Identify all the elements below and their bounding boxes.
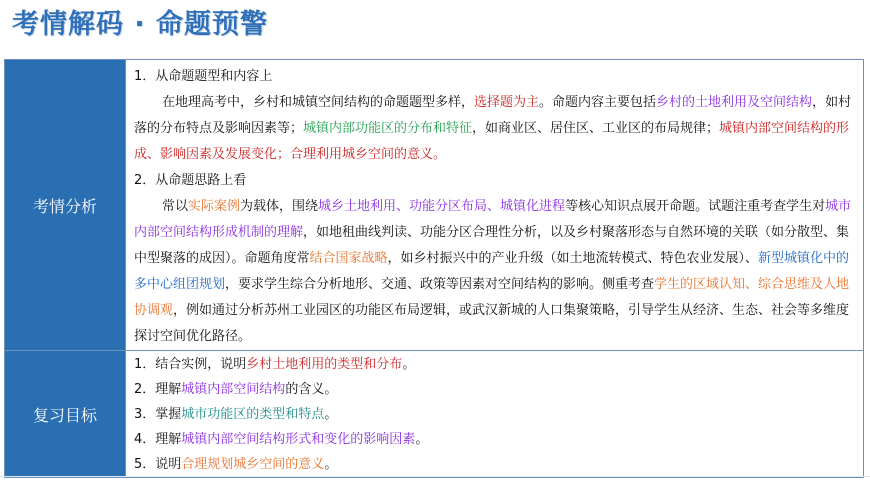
analysis-table	[4, 59, 864, 478]
text-run: ，如乡村振兴中的产业升级（如土地流转模式、特色农业发展）、	[387, 251, 759, 266]
goals-content	[126, 351, 864, 478]
goal-number: 3．	[134, 407, 156, 422]
goal-item-1	[134, 352, 857, 377]
highlight-text: 城乡土地利用、功能分区布局、城镇化进程	[318, 199, 566, 214]
highlight-text: 新型城镇化中的多中心组团规划	[134, 251, 850, 292]
highlight-text: 乡村的土地利用及空间结构	[656, 95, 813, 110]
goal-item-2	[134, 377, 857, 402]
text-run: 掌握	[155, 407, 182, 422]
text-run: 等核心知识点展开命题。试题注重考查学生对	[565, 199, 826, 214]
highlight-text: 结合国家战略	[309, 251, 388, 266]
text-run: 说明	[155, 457, 182, 472]
text-run: 结合实例，说明	[155, 357, 247, 372]
goal-number: 2．	[134, 382, 156, 397]
page-title: 考情解码 · 命题预警	[12, 9, 269, 40]
highlight-text: 城镇内部空间结构形式和变化的影响因素	[181, 432, 416, 447]
footer-divider	[0, 476, 870, 477]
highlight-text: 选择题为主	[474, 95, 540, 110]
text-run: 的含义。	[285, 382, 338, 397]
highlight-text: 城市功能区的类型和特点	[181, 407, 325, 422]
highlight-text: 城镇内部功能区的分布和特征	[303, 121, 473, 136]
text-run: 。	[324, 407, 338, 422]
goal-number: 5．	[134, 457, 156, 472]
highlight-text: 城镇内部空间结构	[181, 382, 286, 397]
highlight-text: 城镇内部空间结构的形成、影响因素及发展变化；合理利用城乡空间的意义。	[134, 121, 850, 162]
text-run: ，例如通过分析苏州工业园区的功能区布局逻辑，或武汉新城的人口集聚策略，引导学生从经济、生态、社会等多维度探讨空间优化路径。	[134, 303, 850, 344]
paragraph-1	[134, 90, 857, 168]
row-header-goals: 复习目标	[5, 351, 126, 478]
highlight-text: 乡村土地利用的类型和分布	[246, 357, 403, 372]
text-run: ，要求学生综合分析地形、交通、政策等因素对空间结构的影响。侧重考查	[225, 277, 655, 292]
text-run: 。	[415, 432, 429, 447]
text-run: 。	[402, 357, 416, 372]
text-run: 为载体，围绕	[240, 199, 319, 214]
goal-number: 4．	[134, 432, 156, 447]
highlight-text: 城市内部空间结构形成机制的理解	[134, 199, 852, 240]
section-heading-1: 1．从命题题型和内容上	[134, 69, 273, 84]
goal-item-5	[134, 452, 857, 477]
text-run: 。	[324, 457, 338, 472]
highlight-text: 合理规划城乡空间的意义	[181, 457, 325, 472]
goal-number: 1．	[134, 357, 156, 372]
text-run: 常以	[162, 199, 189, 214]
highlight-text: 实际案例	[188, 199, 241, 214]
text-run: 理解	[155, 432, 182, 447]
text-run: ，如商业区、居住区、工业区的布局规律；	[472, 121, 720, 136]
text-run: 。命题内容主要包括	[539, 95, 657, 110]
table-row-analysis	[5, 60, 864, 351]
highlight-text: 学生的区域认知、综合思维及人地协调观	[134, 277, 850, 318]
row-header-analysis: 考情分析	[5, 60, 126, 351]
paragraph-2	[134, 194, 857, 350]
analysis-content	[126, 60, 864, 351]
goal-item-3	[134, 402, 857, 427]
text-run: ，如地租曲线判读、功能分区合理性分析，以及乡村聚落形态与自然环境的关联（如分散型、集中型聚落的成因）。命题角度常	[134, 225, 850, 266]
text-run: 理解	[155, 382, 182, 397]
section-heading-2: 2．从命题思路上看	[134, 173, 247, 188]
table-row-goals	[5, 351, 864, 478]
goal-item-4	[134, 427, 857, 452]
text-run: 在地理高考中，乡村和城镇空间结构的命题题型多样，	[162, 95, 475, 110]
text-run: ，如村落的分布特点及影响因素等；	[134, 95, 852, 136]
